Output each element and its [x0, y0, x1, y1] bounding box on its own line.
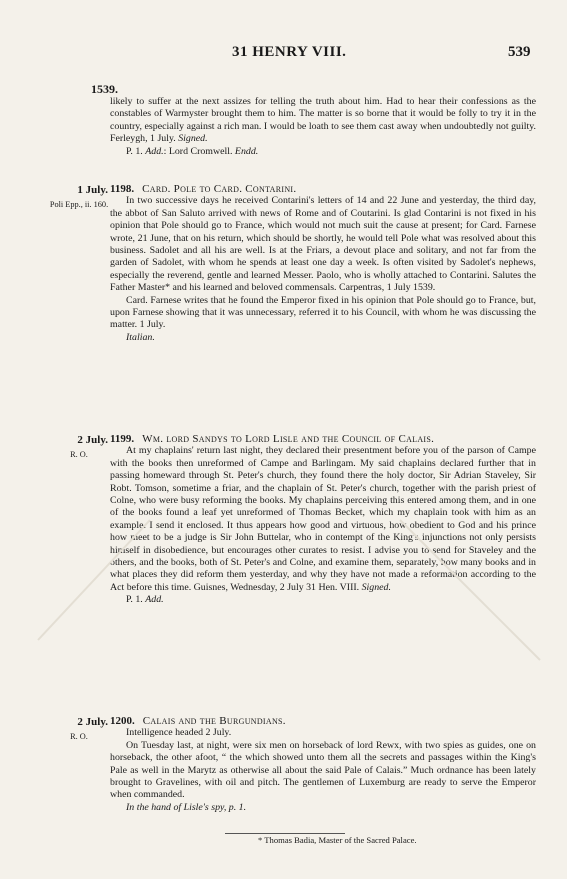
- entry-heading: 1199. Wm. lord Sandys to Lord Lisle and the Council of Calais.: [110, 433, 435, 445]
- entry-1199-date: 2 July.: [77, 434, 108, 446]
- entry-paragraph: In two successive days he received Contarini's letters of 14 and 22 June and yesterday, the third day, the abbot of San Saluto arrived with news of Rome and of Coutarini. Is glad Contarini is not fixed in his opinion that Pole should go to France, which would not much suit the cause at present; for Card. Farnese wrote, 21 June, that on his return, which should be shortly, he would tell Pole what was resolved about this business. Sadolet and all his are well. Is at the Friars, a devout place and solitary, and not far from the garden of Sadolet, with whom he spends at least one day a week. Is often visited by Sadolet's nephews, especially the reverend, gentle and learned Messer. Paolo, who is wholly attached to Contarini. Salutes the Father Master* and his learned and beloved commensals. Carpentras, 1 July 1539.: [110, 195, 536, 294]
- entry-paragraph: At my chaplains' return last night, they declared their presentment before you of the parson of Campe with the books then unreformed of Campe and Barlingam. My said chaplains declared further that in passing homeward through St. Peter's church, they found there the holy doctor, Sir Adrian Staveley, Sir Robt. Tomson, sometime a friar, and the chaplain of St. Peter's church, together with the parish priest of Colne, who were busy reforming the books. My chaplains perceiving this entered among them, and in one of the books found a leaf yet unreformed of Thomas Becket, which my chaplain took with him as an example. I send it enclosed. It thus appears how good and virtuous, how obedient to God and his prince how meet to be a judge is Sir John Buttelar, who in contempt of the King's injunctions not only persists himself in disobedience, but encourages other curates to resist. I advise you to send for Staveley and the others, and the books, both of St. Peter's and Colne, and examine them, separately, how many books and in what places they did reform them yesterday, and why they have not made a reformation according to the Act before this time. Guisnes, Wednesday, 2 July 31 Hen. VIII. Signed.: [110, 445, 536, 593]
- entry-paragraph: Card. Farnese writes that he found the Emperor fixed in his opinion that Pole should go to France, but, upon Farnese showing that it was unnecessary, referred it to his Council, with whom he was discussing the matter. 1 July.: [110, 294, 536, 331]
- entry-1198-date: 1 July.: [77, 184, 108, 196]
- entry-heading: 1198. Card. Pole to Card. Contarini.: [110, 183, 297, 195]
- entry-heading: 1200. Calais and the Burgundians.: [110, 715, 286, 727]
- running-head: 31 HENRY VIII.: [232, 44, 347, 60]
- entry-1199-source: R. O.: [70, 450, 88, 459]
- margin-year: 1539.: [91, 82, 118, 96]
- entry-1200-date: 2 July.: [77, 716, 108, 728]
- entry-language-note: Italian.: [126, 331, 155, 343]
- entry-meta: P. 1. Add.: [126, 594, 164, 606]
- intro-paragraph: likely to suffer at the next assizes for telling the truth about him. Had to hear their confessions as the constables of Warmyster brought them to him. The matter is so borne that it would be folly to try it in the country, especially against a rich man. I would be loath to see them cast away when undoubtedly not guilty. Ferleygh, 1 July. Signed.: [110, 96, 536, 145]
- entry-hand-note: In the hand of Lisle's spy, p. 1.: [126, 801, 247, 813]
- entry-paragraph: Intelligence headed 2 July.: [126, 727, 232, 739]
- intro-meta: P. 1. Add.: Lord Cromwell. Endd.: [126, 145, 259, 157]
- footnote: * Thomas Badia, Master of the Sacred Palace.: [258, 835, 417, 845]
- entry-paragraph: On Tuesday last, at night, were six men on horseback of lord Rewx, with two spies as guides, one on horseback, the other afoot, “ the which showed unto them all the secrets and passages within the King's Pale as well in the Marytz as otherwise all about the said Pale of Calais.” Much ordnance has been lately brought to Gravelines, with oil and pitch. The gentlemen of Luxemburg are ready to serve the Emperor when commanded.: [110, 739, 536, 801]
- entry-1200-source: R. O.: [70, 732, 88, 741]
- page-number: 539: [508, 44, 531, 60]
- entry-1198-source: Poli Epp., ii. 160.: [49, 200, 109, 209]
